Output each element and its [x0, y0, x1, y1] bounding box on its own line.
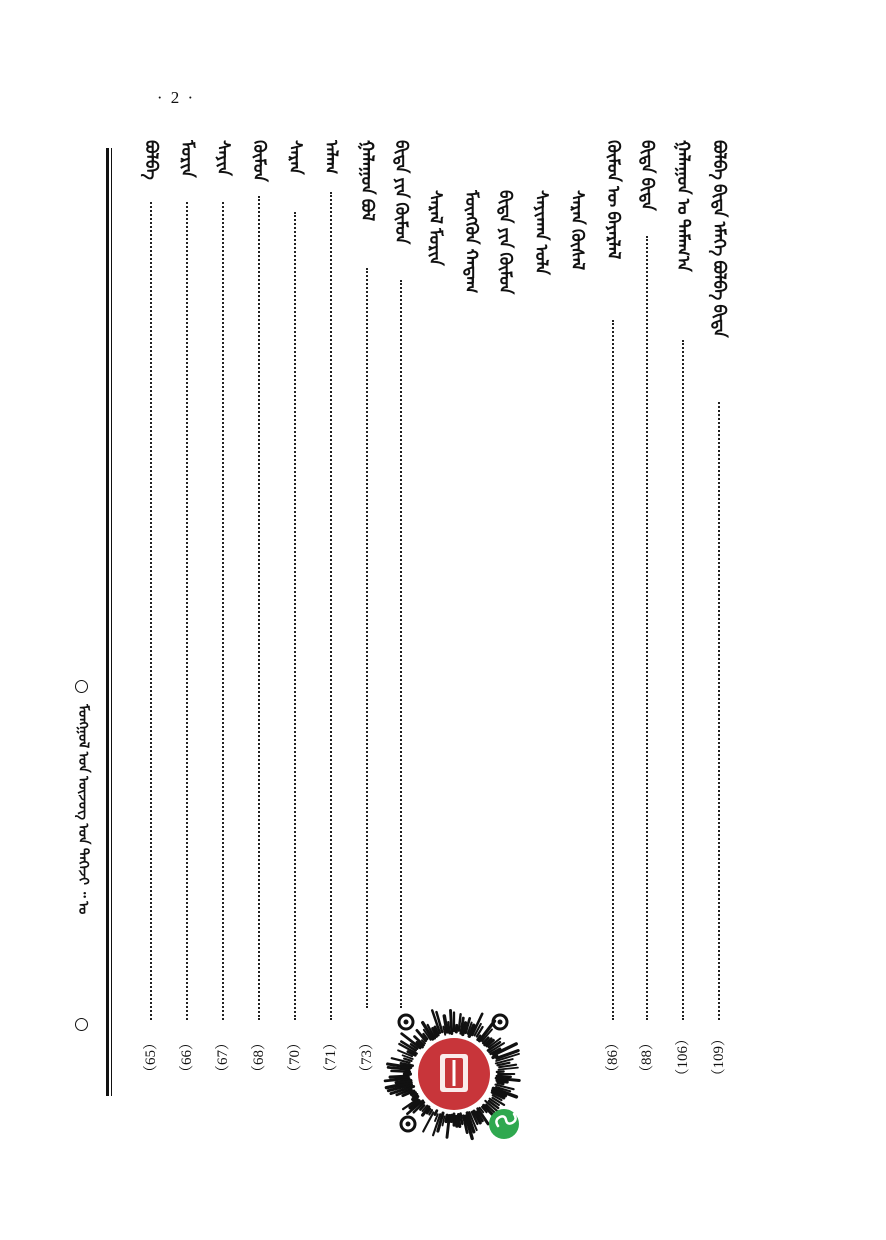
dot-leader	[150, 202, 152, 1020]
qr-finder-bottom-left-dot	[406, 1122, 411, 1127]
entry-page-number: （68）	[251, 1034, 267, 1080]
qr-ray	[390, 1076, 408, 1077]
entry-page-number: （86）	[605, 1034, 621, 1080]
toc-entry[interactable]	[172, 140, 202, 1090]
toc-entry[interactable]	[208, 140, 238, 1090]
qr-finder-top-right-dot	[498, 1020, 503, 1025]
toc-entry[interactable]	[136, 140, 166, 1090]
circle-mark-icon	[75, 1018, 88, 1031]
qr-code-icon	[368, 998, 540, 1148]
toc-entry[interactable]	[280, 140, 310, 1090]
entry-title: ᠪᠣᠯᠪᠠ	[142, 140, 161, 180]
dot-leader	[646, 236, 648, 1020]
entry-page-number: （70）	[287, 1034, 303, 1080]
toc-entry[interactable]	[352, 140, 382, 1090]
qr-ray	[456, 1117, 457, 1126]
toc-entry[interactable]	[668, 140, 698, 1090]
entry-title: ᠪᠢᠳᠡ ᠪᠢᠳᠡ	[638, 140, 657, 211]
entry-page-number: （88）	[639, 1034, 655, 1080]
entry-page-number: （71）	[323, 1034, 339, 1080]
entry-title: ᠬᠦᠮᠦᠨ ᠦ ᠪᠠᠶᠠᠷᠯᠠᠯ	[604, 140, 623, 260]
entry-title: ᠭᠠᠯᠠᠭᠤᠨ ᠪᠣᠯ	[358, 140, 377, 222]
entry-page-number: （73）	[359, 1034, 375, 1080]
dot-leader	[258, 196, 260, 1020]
sub-entry-title[interactable]: ᠪᠢᠳᠡ ᠶᠢᠨ ᠬᠦᠮᠦᠨ	[496, 190, 515, 295]
qr-ray	[448, 1022, 449, 1033]
margin-rule-thin	[111, 148, 112, 1096]
qr-ray	[497, 1076, 511, 1077]
toc-entry[interactable]	[632, 140, 662, 1090]
running-header	[66, 680, 100, 1040]
qr-finder-top-left-dot	[404, 1020, 409, 1025]
mini-program-qr-code[interactable]	[368, 998, 540, 1148]
dot-leader	[718, 402, 720, 1020]
sub-entry-title[interactable]: ᠮᠥᠩᠭᠦᠨ ᠬᠠᠳᠠᠭ	[462, 190, 481, 294]
sub-entry-title[interactable]: ᠰᠠᠷᠠᠨ ᠬᠦᠰᠡᠯ	[568, 190, 587, 271]
dot-leader	[612, 320, 614, 1020]
entry-title: ᠠᠯᠠᠭ	[322, 140, 341, 175]
entry-title: ᠬᠦᠮᠦᠨ	[250, 140, 269, 182]
entry-page-number: （65）	[143, 1034, 159, 1080]
entry-page-number: （66）	[179, 1034, 195, 1080]
dot-leader	[400, 280, 402, 1008]
toc-entry[interactable]	[598, 140, 628, 1090]
entry-title: ᠪᠢᠳᠡ ᠶᠢᠨ ᠬᠦᠮᠦᠨ	[392, 140, 411, 245]
qr-ray	[446, 1115, 447, 1121]
toc-entry[interactable]	[704, 140, 734, 1090]
qr-ray	[435, 1111, 437, 1115]
qr-ray	[451, 1011, 452, 1034]
entry-page-number: （109）	[711, 1030, 727, 1084]
entry-page-number: （67）	[215, 1034, 231, 1080]
entry-title: ᠰᠠᠶᠢᠨ	[214, 140, 233, 176]
dot-leader	[330, 192, 332, 1020]
entry-page-number: （106）	[675, 1030, 691, 1084]
dot-leader	[294, 212, 296, 1020]
toc-entry[interactable]	[316, 140, 346, 1090]
margin-rule-thick	[106, 148, 109, 1096]
entry-title: ᠰᠠᠷᠠᠨ	[286, 140, 305, 175]
sub-entry-title[interactable]: ᠰᠠᠷᠠᠯ ᠮᠣᠷᠢᠨ	[426, 190, 445, 266]
circle-mark-icon	[75, 680, 88, 693]
dot-leader	[366, 268, 368, 1008]
qr-ray	[459, 1115, 460, 1127]
sub-entry-title[interactable]: ᠰᠠᠶᠢᠬᠠᠨ ᠤᠯᠠ	[532, 190, 551, 275]
running-header-text: ᠮᠣᠩᠭᠣᠯ ᠤᠨ ᠦᠵᠦᠭ ᠤᠨ ᠳᠡᠭᠡᠵᠢ ᠃ ᠤ	[75, 704, 90, 915]
page-number: · 2 ·	[156, 88, 196, 107]
dot-leader	[186, 202, 188, 1020]
entry-title: ᠮᠣᠷᠢᠨ	[178, 140, 197, 178]
entry-title: ᠪᠣᠯᠪᠠ ᠪᠢᠳᠡ ᠡᠮᠡᠭᠡ ᠪᠣᠯᠪᠠ ᠪᠢᠳᠡ	[710, 140, 729, 338]
toc-entry[interactable]	[386, 140, 416, 1090]
qr-ray	[392, 1071, 410, 1072]
dot-leader	[222, 202, 224, 1020]
qr-ray	[423, 1112, 433, 1131]
toc-entry[interactable]	[244, 140, 274, 1090]
dot-leader	[682, 340, 684, 1020]
qr-ray	[498, 1083, 504, 1084]
entry-title: ᠭᠠᠯᠠᠭᠤᠨ ᠤ ᠲᠠᠮᠠᠭ᠎ᠠ	[674, 140, 693, 272]
